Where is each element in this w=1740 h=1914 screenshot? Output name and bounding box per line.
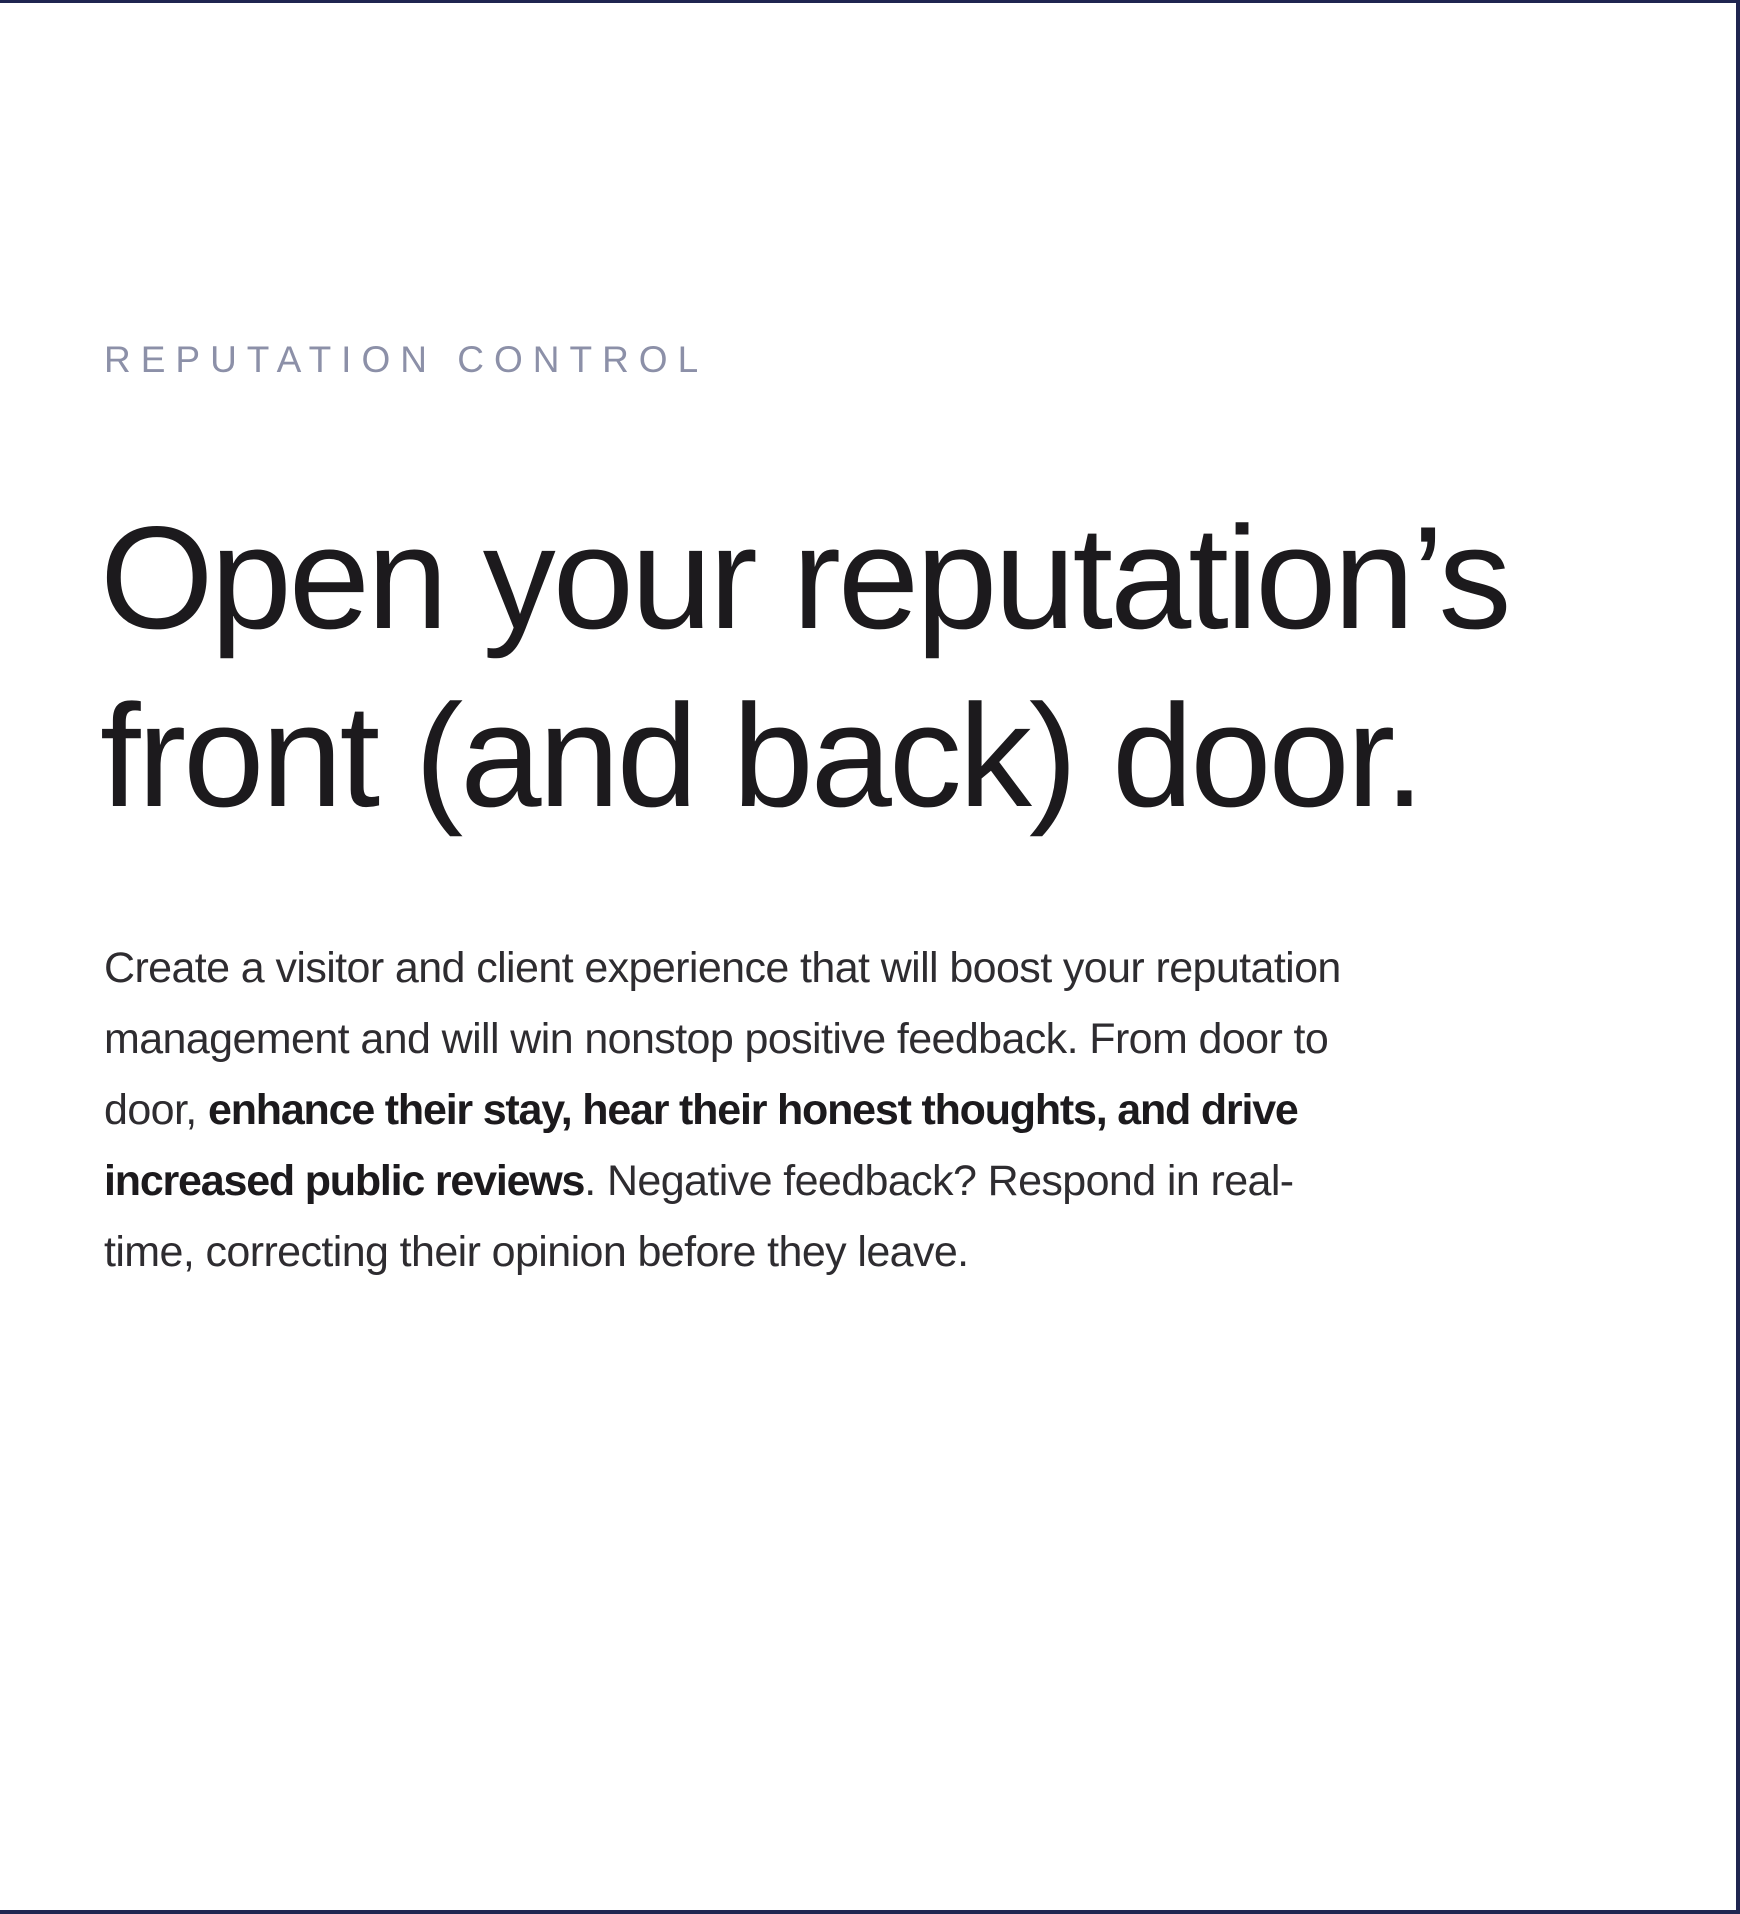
- headline-line-2: front (and back) door.: [100, 674, 1422, 837]
- body-outro-text: . Negative feedback? Respond in real-time, correcting their opinion before they leave.: [104, 1157, 1294, 1276]
- page-headline: [100, 489, 1660, 845]
- headline-line-1: Open your reputation’s: [100, 496, 1509, 659]
- body-paragraph: [104, 933, 1344, 1288]
- body-intro-text: Create a visitor and client experience that will boost your reputation management and will win nonstop positive feedback. From door to door,: [104, 944, 1341, 1134]
- body-emphasis-text: enhance their stay, hear their honest thoughts, and drive increased public reviews: [104, 1086, 1298, 1205]
- section-eyebrow: REPUTATION CONTROL: [104, 339, 709, 380]
